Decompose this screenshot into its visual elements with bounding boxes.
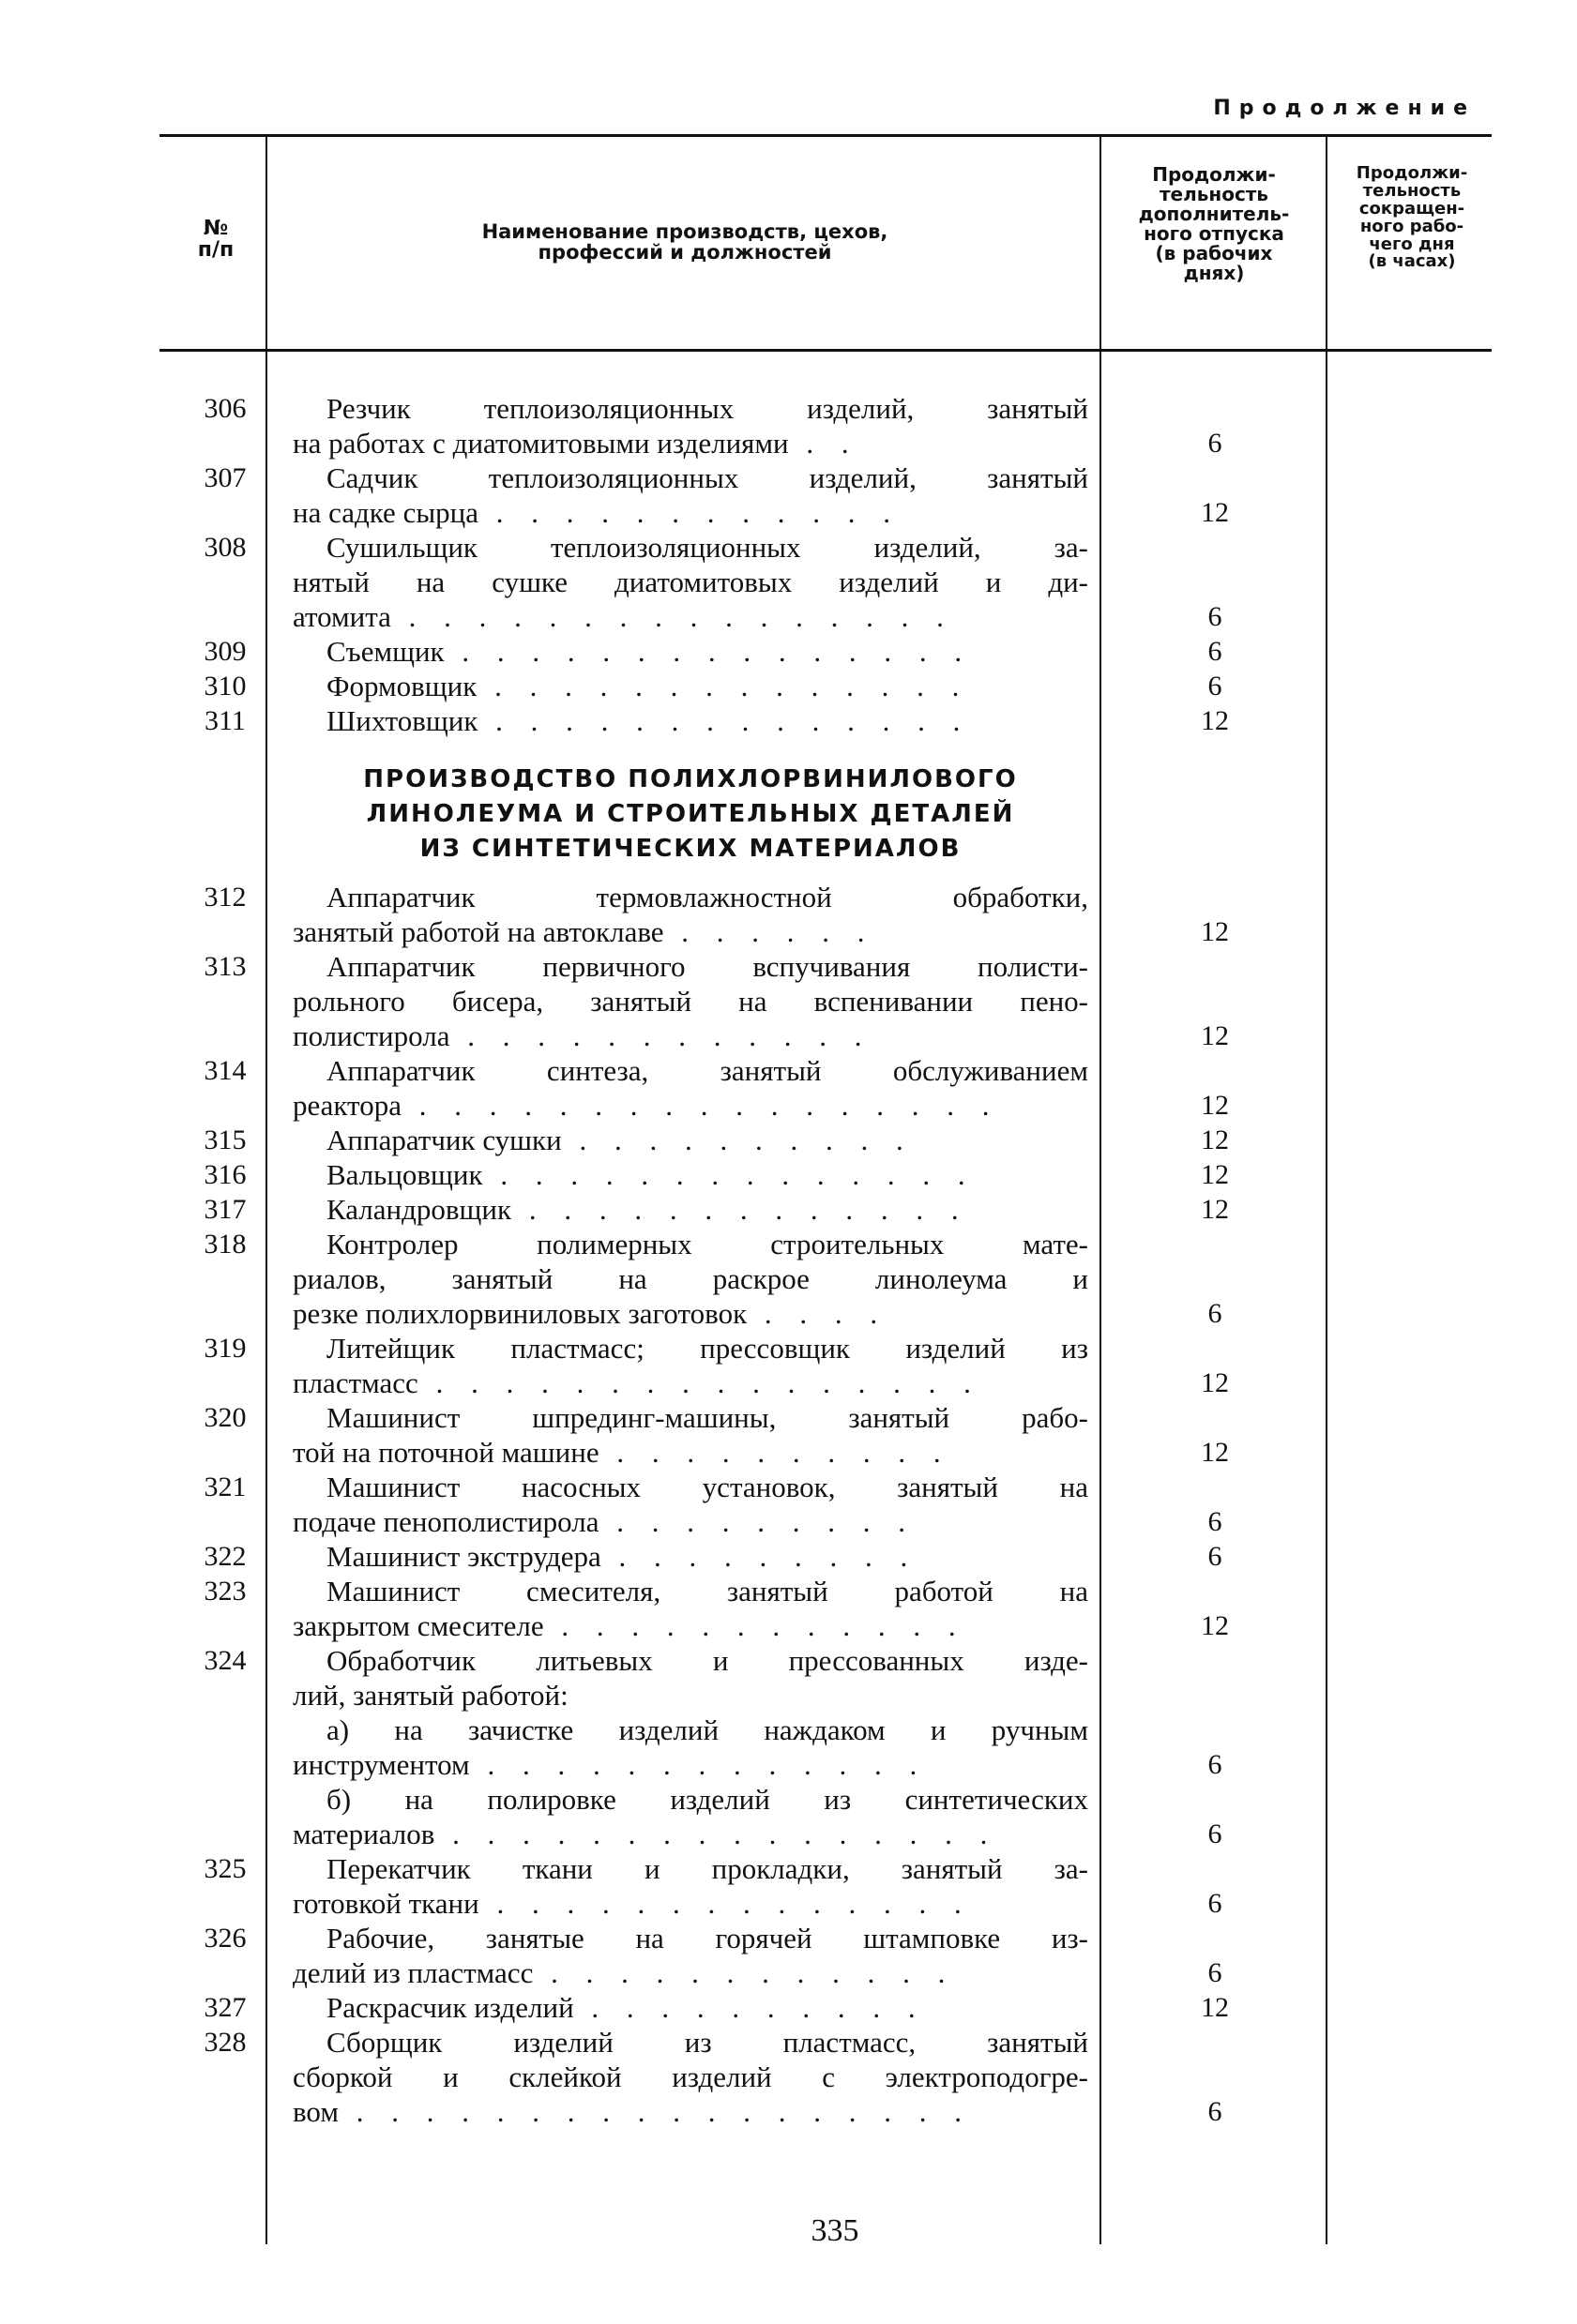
row-text-line	[293, 1955, 1088, 1990]
row-text-line	[293, 984, 1088, 1019]
row-text: резке полихлорвиниловых заготовок	[293, 1297, 748, 1330]
row-text: подаче пенополистирола	[293, 1505, 599, 1538]
leader-dots: . . . .	[747, 1297, 888, 1330]
row-text-line	[293, 565, 1088, 599]
row-number: 323	[204, 1576, 247, 1607]
row-text: инструментом	[293, 1748, 470, 1781]
row-text: Садчик теплоизоляционных изделий, занятый	[326, 461, 1088, 494]
leave-days-value: 6	[1207, 1957, 1222, 1988]
row-text: а) на зачистке изделий наждаком и ручным	[326, 1713, 1088, 1746]
leave-days-value: 12	[1201, 1992, 1229, 2023]
row-text: занятый работой на автоклаве	[293, 915, 664, 948]
row-text-line	[293, 1817, 1088, 1851]
section-heading-line: ПРОИЗВОДСТВО ПОЛИХЛОРВИНИЛОВОГО	[363, 765, 1018, 793]
leave-days-value: 12	[1201, 1194, 1229, 1225]
row-text: лий, занятый работой:	[293, 1679, 569, 1712]
row-text-line	[293, 2094, 1088, 2129]
row-text: Аппаратчик сушки	[326, 1124, 562, 1156]
row-text-line	[293, 1400, 1088, 1435]
row-number: 321	[204, 1471, 247, 1502]
row-text: реактора	[293, 1089, 402, 1122]
row-text: Раскрасчик изделий	[326, 1991, 574, 2024]
row-number: 310	[204, 671, 247, 702]
row-text-line	[293, 1470, 1088, 1504]
section-heading-line: ЛИНОЛЕУМА И СТРОИТЕЛЬНЫХ ДЕТАЛЕЙ	[366, 800, 1015, 828]
row-text: Машинист экструдера	[326, 1540, 601, 1573]
leader-dots: . . . . . . . . . . . . . . .	[444, 635, 973, 668]
leave-days-value: 6	[1207, 428, 1222, 459]
row-number: 316	[204, 1159, 247, 1190]
leader-dots: . .	[788, 427, 859, 460]
header-short-day-hours: Продолжи- тельность сокращен- ного рабо- чего дня (в часах)	[1356, 163, 1468, 272]
leader-dots: . . . . . . . . . . . . .	[469, 1748, 928, 1781]
row-text-line	[293, 1574, 1088, 1608]
row-number: 317	[204, 1194, 247, 1225]
row-text: Сушильщик теплоизоляционных изделий, за-	[326, 531, 1088, 564]
row-text: Аппаратчик термовлажностной обработки,	[326, 881, 1088, 913]
leader-dots: . . . . . . . . . . . . . .	[478, 1887, 972, 1920]
row-text: Съемщик	[326, 635, 445, 668]
row-text: на садке сырца	[293, 496, 479, 529]
row-number: 313	[204, 951, 247, 982]
row-text: Машинист насосных установок, занятый на	[326, 1471, 1088, 1503]
row-text: Вальцовщик	[326, 1158, 483, 1191]
leave-days-value: 6	[1207, 1888, 1222, 1919]
leave-days-value: 12	[1201, 1610, 1229, 1641]
row-text-line	[293, 880, 1088, 914]
leader-dots: . . . . . . . . . . . . . . . . .	[401, 1089, 1000, 1122]
row-text-line	[293, 460, 1088, 495]
row-text-line	[293, 1504, 1088, 1539]
leave-days-value: 12	[1201, 1020, 1229, 1051]
leave-days-value: 6	[1207, 671, 1222, 702]
leave-days-value: 6	[1207, 1749, 1222, 1780]
leave-days-value: 12	[1201, 1124, 1229, 1155]
row-text-line	[293, 1123, 1088, 1157]
leave-days-value: 6	[1207, 1298, 1222, 1329]
row-text: сборкой и склейкой изделий с электроподогре-	[293, 2060, 1088, 2093]
row-text-line	[293, 1435, 1088, 1470]
row-text: рольного бисера, занятый на вспенивании пено-	[293, 985, 1088, 1018]
row-number: 308	[204, 532, 247, 563]
row-text-line	[293, 1851, 1088, 1886]
row-number: 312	[204, 882, 247, 913]
row-number: 306	[204, 393, 247, 424]
leader-dots: . . . . . . . . . . . .	[543, 1609, 966, 1642]
row-text-line	[293, 1921, 1088, 1955]
row-text-line	[293, 1192, 1088, 1227]
leave-days-value: 12	[1201, 1437, 1229, 1468]
row-text-line	[293, 530, 1088, 565]
leave-days-value: 6	[1207, 2096, 1222, 2127]
page-number: 335	[811, 2213, 859, 2248]
row-text-line	[293, 949, 1088, 984]
row-text: Аппаратчик синтеза, занятый обслуживанием	[326, 1054, 1088, 1087]
row-text: материалов	[293, 1818, 435, 1850]
row-number: 315	[204, 1124, 247, 1155]
row-text-line	[293, 1678, 1088, 1713]
row-number: 314	[204, 1055, 247, 1086]
row-text: Формовщик	[326, 670, 478, 702]
row-text-line	[293, 1747, 1088, 1782]
row-text-line	[293, 1331, 1088, 1366]
row-text-line	[293, 1886, 1088, 1921]
leader-dots: . . . . . . . . . . . . . . . . . .	[338, 2095, 972, 2128]
row-text-line	[293, 703, 1088, 738]
leader-dots: . . . . . . . . . . . . . .	[477, 670, 970, 702]
row-text-line	[293, 1053, 1088, 1088]
row-number: 311	[205, 705, 246, 736]
row-text-line	[293, 1261, 1088, 1296]
row-text: Машинист шпрединг-машины, занятый рабо-	[326, 1401, 1088, 1434]
leave-days-value: 6	[1207, 1541, 1222, 1572]
row-text: Сборщик изделий из пластмасс, занятый	[326, 2026, 1088, 2059]
leave-days-value: 12	[1201, 1090, 1229, 1121]
row-text: Литейщик пластмасс; прессовщик изделий из	[326, 1332, 1088, 1365]
row-text-line	[293, 1782, 1088, 1817]
leave-days-value: 6	[1207, 601, 1222, 632]
row-text: Рабочие, занятые на горячей штамповке из-	[326, 1922, 1088, 1954]
row-text-line	[293, 1366, 1088, 1400]
leader-dots: . . . . . . . . . .	[599, 1436, 951, 1469]
row-text: Резчик теплоизоляционных изделий, занятый	[326, 392, 1088, 425]
row-text-line	[293, 1019, 1088, 1053]
row-text-line	[293, 1713, 1088, 1747]
row-text-line	[293, 914, 1088, 949]
row-text: той на поточной машине	[293, 1436, 599, 1469]
row-text: нятый на сушке диатомитовых изделий и ди-	[293, 566, 1088, 598]
leave-days-value: 12	[1201, 497, 1229, 528]
row-text: Машинист смесителя, занятый работой на	[326, 1575, 1088, 1607]
row-text: готовкой ткани	[293, 1887, 479, 1920]
row-text-line	[293, 1643, 1088, 1678]
row-text: б) на полировке изделий из синтетических	[326, 1783, 1088, 1816]
row-number: 307	[204, 462, 247, 493]
row-text: Каландровщик	[326, 1193, 512, 1226]
row-text: вом	[293, 2095, 339, 2128]
row-text-line	[293, 2025, 1088, 2060]
row-number: 327	[204, 1992, 247, 2023]
row-text-line	[293, 1227, 1088, 1261]
leader-dots: . . . . . . . . .	[599, 1505, 916, 1538]
leader-dots: . . . . . . . . . .	[561, 1124, 914, 1156]
row-number: 324	[204, 1645, 247, 1676]
row-text-line	[293, 391, 1088, 426]
row-text: Обработчик литьевых и прессованных изде-	[326, 1644, 1088, 1677]
table-header-border	[159, 349, 1492, 352]
row-text: риалов, занятый на раскрое линолеума и	[293, 1262, 1088, 1295]
leader-dots: . . . . . . . . . . . . . .	[478, 704, 971, 737]
leave-days-value: 6	[1207, 1818, 1222, 1849]
row-text-line	[293, 634, 1088, 669]
row-text-line	[293, 1990, 1088, 2025]
row-text: полистирола	[293, 1019, 450, 1052]
row-text-line	[293, 1608, 1088, 1643]
header-leave-days: Продолжи- тельность дополнитель- ного отпуска (в рабочих днях)	[1138, 163, 1290, 284]
leader-dots: . . . . . . . . . . . .	[449, 1019, 872, 1052]
row-text-line	[293, 1157, 1088, 1192]
row-number: 325	[204, 1853, 247, 1884]
row-text-line	[293, 495, 1088, 530]
column-divider-2	[1099, 134, 1101, 2244]
leader-dots: . . . . . . . . .	[600, 1540, 918, 1573]
leader-dots: . . . . . . . . . .	[573, 1991, 926, 2024]
row-text: пластмасс	[293, 1366, 418, 1399]
row-number: 309	[204, 636, 247, 667]
row-text-line	[293, 2060, 1088, 2094]
leave-days-value: 6	[1207, 636, 1222, 667]
row-number: 326	[204, 1923, 247, 1954]
row-number: 328	[204, 2027, 247, 2058]
leave-days-value: 12	[1201, 916, 1229, 947]
leader-dots: . . . . . . . . . . . . . . . .	[417, 1366, 981, 1399]
leave-days-value: 6	[1207, 1506, 1222, 1537]
leader-dots: . . . . . . . . . . . .	[533, 1956, 956, 1989]
row-text: делий из пластмасс	[293, 1956, 534, 1989]
leave-days-value: 12	[1201, 1367, 1229, 1398]
header-number: № п/п	[197, 217, 235, 263]
leader-dots: . . . . . . . . . . . . . .	[482, 1158, 976, 1191]
section-heading-line: ИЗ СИНТЕТИЧЕСКИХ МАТЕРИАЛОВ	[419, 835, 962, 863]
row-text: атомита	[293, 600, 391, 633]
row-text: Шихтовщик	[326, 704, 478, 737]
row-number: 318	[204, 1229, 247, 1260]
row-number: 320	[204, 1402, 247, 1433]
row-text: Аппаратчик первичного вспучивания полисти-	[326, 950, 1088, 983]
row-text: закрытом смесителе	[293, 1609, 544, 1642]
leave-days-value: 12	[1201, 705, 1229, 736]
leader-dots: . . . . . .	[663, 915, 875, 948]
leave-days-value: 12	[1201, 1159, 1229, 1190]
leader-dots: . . . . . . . . . . . . . . . .	[434, 1818, 998, 1850]
row-text-line	[293, 669, 1088, 703]
row-text-line	[293, 426, 1088, 460]
continuation-label: Продолжение	[1213, 97, 1476, 120]
row-number: 322	[204, 1541, 247, 1572]
row-text-line	[293, 1296, 1088, 1331]
header-name: Наименование производств, цехов, профессий и должностей	[481, 220, 888, 264]
leader-dots: . . . . . . . . . . . . .	[511, 1193, 969, 1226]
row-text-line	[293, 1088, 1088, 1123]
row-number: 319	[204, 1333, 247, 1364]
row-text: Контролер полимерных строительных мате-	[326, 1228, 1088, 1260]
leader-dots: . . . . . . . . . . . .	[478, 496, 902, 529]
table-top-border	[159, 134, 1492, 137]
row-text: Перекатчик ткани и прокладки, занятый за-	[326, 1852, 1088, 1885]
row-text-line	[293, 599, 1088, 634]
leader-dots: . . . . . . . . . . . . . . . .	[390, 600, 954, 633]
row-text-line	[293, 1539, 1088, 1574]
column-divider-3	[1326, 134, 1327, 2244]
row-text: на работах с диатомитовыми изделиями	[293, 427, 789, 460]
